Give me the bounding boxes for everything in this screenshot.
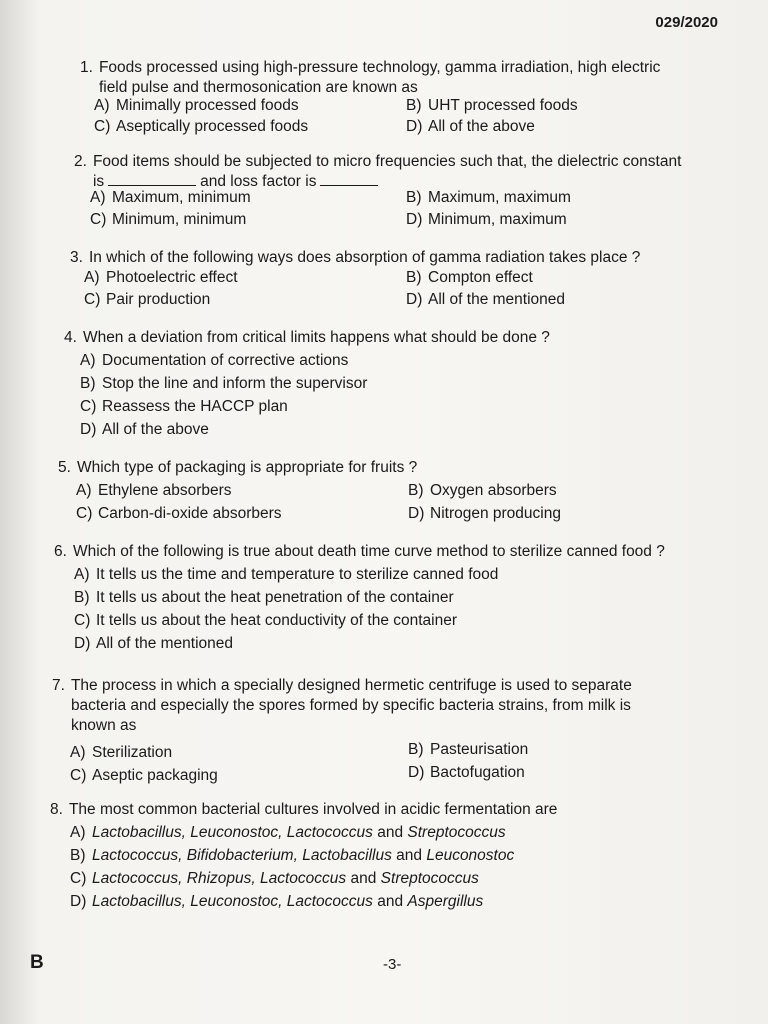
option-text: Minimum, minimum — [112, 211, 247, 228]
answer-blank — [320, 173, 378, 186]
question-stem — [52, 676, 712, 736]
option-text: Pasteurisation — [430, 741, 529, 758]
stem-text: The most common bacterial cultures involved in acidic fermentation are — [68, 801, 558, 818]
option-b — [408, 481, 557, 501]
option-c — [70, 869, 710, 889]
option-text: Minimum, maximum — [428, 211, 567, 228]
stem-text — [93, 152, 681, 192]
option-c — [76, 504, 282, 524]
option-text: It tells us the time and temperature to sterilize canned food — [96, 566, 499, 583]
option-label: D) — [408, 505, 425, 522]
option-text-italic: Lactococcus, Bifidobacterium, Lactobacillus — [92, 847, 392, 864]
options-list — [70, 823, 710, 912]
stem-line: known as — [70, 717, 137, 734]
option-a — [76, 481, 232, 501]
option-a — [90, 188, 251, 208]
answer-blank — [108, 173, 196, 186]
option-label: A) — [70, 744, 86, 761]
option-text-italic: Aspergillus — [407, 893, 484, 910]
option-b — [406, 188, 571, 208]
options-list — [74, 565, 714, 654]
option-text-italic: Lactococcus, Rhizopus, Lactococcus — [92, 870, 347, 887]
option-label: A) — [76, 482, 92, 499]
option-d — [80, 420, 684, 440]
stem-line: Food items should be subjected to micro frequencies such that, the dielectric constant — [92, 153, 682, 170]
option-text: Sterilization — [92, 744, 173, 761]
question-stem — [58, 458, 698, 478]
question-stem — [54, 542, 714, 562]
stem-text: In which of the following ways does absorption of gamma radiation takes place ? — [88, 249, 641, 266]
option-d — [406, 290, 565, 310]
option-conjunction: and — [377, 824, 404, 841]
stem-text: Which of the following is true about death time curve method to sterilize canned food ? — [72, 543, 665, 560]
option-a — [80, 351, 684, 371]
option-text: It tells us about the heat penetration of the container — [96, 589, 454, 606]
option-text: Maximum, minimum — [112, 189, 251, 206]
option-b — [406, 96, 578, 116]
option-a — [70, 743, 172, 763]
stem-text: Which type of packaging is appropriate for fruits ? — [76, 459, 418, 476]
stem-text — [99, 58, 660, 98]
option-label: B) — [406, 269, 422, 286]
option-label: B) — [408, 741, 424, 758]
option-text: Documentation of corrective actions — [102, 352, 349, 369]
option-b — [70, 846, 710, 866]
question-stem — [70, 248, 700, 268]
stem-line: bacteria and especially the spores formed by specific bacteria strains, from milk is — [70, 697, 631, 714]
option-label: C) — [74, 612, 91, 629]
option-b — [408, 740, 528, 760]
option-b — [406, 268, 533, 288]
option-text: Aseptically processed foods — [116, 118, 309, 135]
option-text: Bactofugation — [430, 764, 525, 781]
option-c — [84, 290, 210, 310]
option-label: C) — [76, 505, 93, 522]
option-text: Carbon-di-oxide absorbers — [98, 505, 282, 522]
option-d — [408, 504, 561, 524]
stem-line: Foods processed using high-pressure technology, gamma irradiation, high electric — [98, 59, 661, 76]
question-stem — [80, 58, 700, 98]
option-text: Maximum, maximum — [428, 189, 571, 206]
option-label: A) — [74, 566, 90, 583]
option-label: A) — [70, 824, 86, 841]
option-text-italic: Leuconostoc — [426, 847, 515, 864]
question-paper-code: 029/2020 — [655, 14, 718, 31]
option-conjunction: and — [350, 870, 377, 887]
option-label: B) — [80, 375, 96, 392]
option-label: D) — [74, 635, 91, 652]
question-number: 1. — [80, 59, 93, 76]
question-1 — [80, 58, 700, 138]
option-d — [70, 892, 710, 912]
question-stem — [64, 328, 684, 348]
page-number: -3- — [383, 956, 402, 973]
series-letter: B — [30, 952, 44, 973]
option-text: Aseptic packaging — [92, 767, 218, 784]
option-text: Stop the line and inform the supervisor — [102, 375, 368, 392]
question-7 — [52, 676, 712, 786]
option-label: D) — [406, 291, 423, 308]
question-number: 4. — [64, 329, 77, 346]
option-text-italic: Lactobacillus, Leuconostoc, Lactococcus — [92, 824, 373, 841]
question-2 — [74, 152, 704, 232]
stem-line: The process in which a specially designed hermetic centrifuge is used to separate — [70, 677, 632, 694]
option-c — [70, 766, 218, 786]
question-stem — [74, 152, 704, 192]
option-text-italic: Streptococcus — [407, 824, 506, 841]
option-text: All of the above — [102, 421, 209, 438]
question-8 — [50, 800, 710, 912]
option-text: All of the mentioned — [428, 291, 566, 308]
question-stem — [50, 800, 710, 820]
option-text: Minimally processed foods — [116, 97, 299, 114]
option-label: B) — [74, 589, 90, 606]
option-conjunction: and — [377, 893, 404, 910]
option-d — [406, 210, 567, 230]
option-text-italic: Streptococcus — [380, 870, 479, 887]
stem-line: field pulse and thermosonication are known as — [98, 79, 418, 96]
option-text: UHT processed foods — [428, 97, 578, 114]
option-label: A) — [84, 269, 100, 286]
question-number: 2. — [74, 153, 87, 170]
option-text: All of the above — [428, 118, 535, 135]
option-a — [84, 268, 238, 288]
question-number: 6. — [54, 543, 67, 560]
option-label: C) — [80, 398, 97, 415]
question-number: 5. — [58, 459, 71, 476]
option-text: Pair production — [106, 291, 211, 308]
stem-line-a: is — [92, 173, 105, 190]
question-5 — [58, 458, 698, 524]
stem-text: When a deviation from critical limits happens what should be done ? — [82, 329, 550, 346]
option-c — [94, 117, 308, 137]
option-label: D) — [406, 118, 423, 135]
option-text: It tells us about the heat conductivity of the container — [96, 612, 458, 629]
option-text: Reassess the HACCP plan — [102, 398, 288, 415]
option-label: A) — [90, 189, 106, 206]
question-number: 7. — [52, 677, 65, 694]
option-label: C) — [84, 291, 101, 308]
option-label: B) — [408, 482, 424, 499]
option-label: D) — [80, 421, 97, 438]
option-label: D) — [406, 211, 423, 228]
option-text: Ethylene absorbers — [98, 482, 232, 499]
option-conjunction: and — [396, 847, 423, 864]
option-label: A) — [94, 97, 110, 114]
option-label: B) — [406, 189, 422, 206]
option-text-italic: Lactobacillus, Leuconostoc, Lactococcus — [92, 893, 373, 910]
question-number: 3. — [70, 249, 83, 266]
question-4 — [64, 328, 684, 440]
options-list — [80, 351, 684, 440]
option-text: Photoelectric effect — [106, 269, 238, 286]
question-number: 8. — [50, 801, 63, 818]
option-label: C) — [90, 211, 107, 228]
option-a — [94, 96, 299, 116]
option-b — [74, 588, 714, 608]
option-label: A) — [80, 352, 96, 369]
option-text: All of the mentioned — [96, 635, 234, 652]
option-label: D) — [408, 764, 425, 781]
option-c — [74, 611, 714, 631]
question-6 — [54, 542, 714, 654]
option-label: B) — [70, 847, 86, 864]
option-c — [90, 210, 246, 230]
option-label: C) — [70, 767, 87, 784]
option-label: B) — [406, 97, 422, 114]
stem-text — [71, 676, 632, 736]
option-d — [406, 117, 535, 137]
stem-line-b: and loss factor is — [200, 173, 317, 190]
option-label: C) — [70, 870, 87, 887]
option-d — [408, 763, 525, 783]
question-3 — [70, 248, 700, 312]
option-c — [80, 397, 684, 417]
option-label: C) — [94, 118, 111, 135]
option-text: Oxygen absorbers — [430, 482, 557, 499]
option-a — [70, 823, 710, 843]
option-label: D) — [70, 893, 87, 910]
option-a — [74, 565, 714, 585]
option-b — [80, 374, 684, 394]
option-text: Compton effect — [428, 269, 533, 286]
option-d — [74, 634, 714, 654]
option-text: Nitrogen producing — [430, 505, 561, 522]
